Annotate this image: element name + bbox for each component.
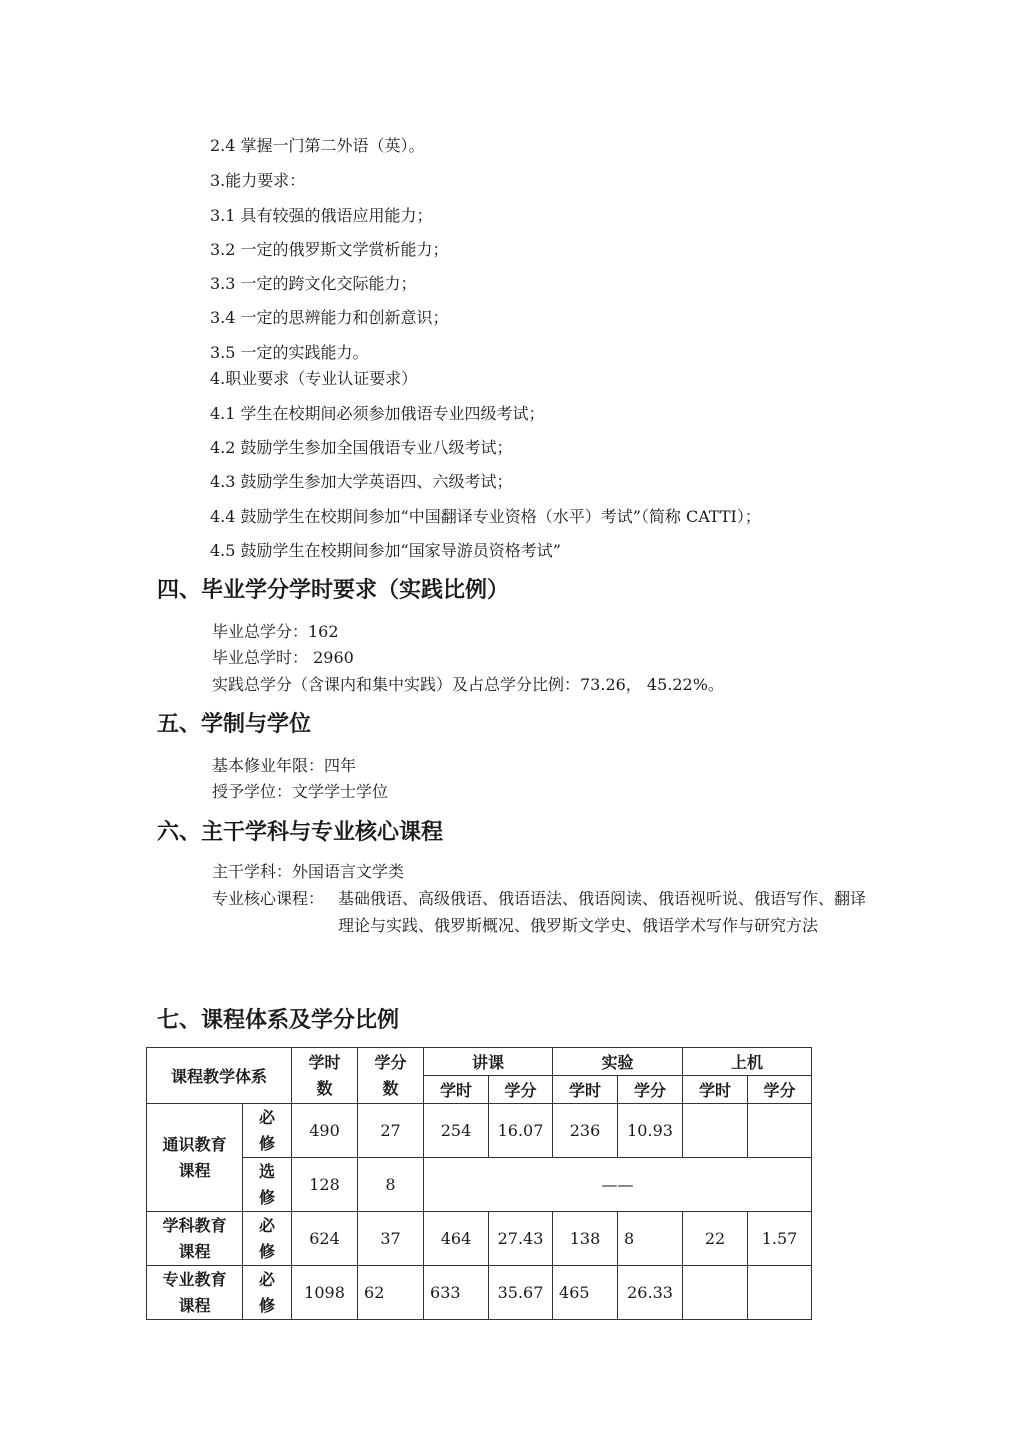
table-row bbox=[147, 1104, 812, 1158]
lab-credits-cell: 8 bbox=[618, 1212, 683, 1266]
lecture-credits-cell: 35.67 bbox=[489, 1266, 553, 1320]
table-header-row bbox=[147, 1048, 812, 1076]
section-heading: 六、主干学科与专业核心课程 bbox=[157, 820, 444, 845]
header-lecture: 讲课 bbox=[424, 1048, 553, 1076]
computer-hours-cell bbox=[683, 1266, 748, 1320]
main-subject-line: 主干学科：外国语言文学类 bbox=[212, 862, 405, 881]
table-row bbox=[147, 1212, 812, 1266]
header-system: 课程教学体系 bbox=[147, 1048, 292, 1104]
table-row bbox=[147, 1266, 812, 1320]
section-heading: 五、学制与学位 bbox=[157, 712, 312, 737]
list-item: 4.4 鼓励学生在校期间参加“中国翻译专业资格（水平）考试”（简称 CATTI）； bbox=[210, 507, 761, 526]
credits-cell: 37 bbox=[358, 1212, 424, 1266]
hours-cell: 490 bbox=[292, 1104, 358, 1158]
computer-credits-cell bbox=[748, 1266, 812, 1320]
paragraph-line: 毕业总学分：162 bbox=[212, 622, 339, 641]
hours-cell: 624 bbox=[292, 1212, 358, 1266]
credits-cell: 27 bbox=[358, 1104, 424, 1158]
list-item: 3.1 具有较强的俄语应用能力； bbox=[210, 206, 433, 225]
list-item: 4.1 学生在校期间必须参加俄语专业四级考试； bbox=[210, 404, 545, 423]
category-cell: 专业教育课程 bbox=[147, 1266, 243, 1320]
list-item: 3.3 一定的跨文化交际能力； bbox=[210, 274, 417, 293]
table-row bbox=[147, 1158, 812, 1212]
category-cell: 通识教育课程 bbox=[147, 1104, 243, 1212]
credits-cell: 62 bbox=[358, 1266, 424, 1320]
subheader-credits: 学分 bbox=[618, 1076, 683, 1104]
section-heading: 七、课程体系及学分比例 bbox=[157, 1008, 400, 1033]
subheader-hours: 学时 bbox=[424, 1076, 489, 1104]
lab-hours-cell: 138 bbox=[553, 1212, 618, 1266]
list-item: 4.5 鼓励学生在校期间参加“国家导游员资格考试” bbox=[210, 541, 561, 560]
lecture-credits-cell: 27.43 bbox=[489, 1212, 553, 1266]
subheader-hours: 学时 bbox=[683, 1076, 748, 1104]
credits-cell: 8 bbox=[358, 1158, 424, 1212]
list-item: 4.职业要求（专业认证要求） bbox=[210, 369, 418, 388]
lecture-hours-cell: 254 bbox=[424, 1104, 489, 1158]
paragraph-line: 基本修业年限：四年 bbox=[212, 756, 357, 775]
lecture-credits-cell: 16.07 bbox=[489, 1104, 553, 1158]
lab-hours-cell: 236 bbox=[553, 1104, 618, 1158]
header-hours: 学时数 bbox=[292, 1048, 358, 1104]
subheader-credits: 学分 bbox=[489, 1076, 553, 1104]
paragraph-line: 实践总学分（含课内和集中实践）及占总学分比例：73.26， 45.22%。 bbox=[212, 675, 724, 694]
header-computer: 上机 bbox=[683, 1048, 812, 1076]
list-item: 3.2 一定的俄罗斯文学赏析能力； bbox=[210, 240, 449, 259]
lab-credits-cell: 10.93 bbox=[618, 1104, 683, 1158]
lab-credits-cell: 26.33 bbox=[618, 1266, 683, 1320]
subheader-hours: 学时 bbox=[553, 1076, 618, 1104]
lecture-hours-cell: 464 bbox=[424, 1212, 489, 1266]
list-item: 3.4 一定的思辨能力和创新意识； bbox=[210, 308, 449, 327]
subheader-credits: 学分 bbox=[748, 1076, 812, 1104]
category-cell: 学科教育课程 bbox=[147, 1212, 243, 1266]
course-credit-table bbox=[146, 1047, 812, 1320]
lecture-hours-cell: 633 bbox=[424, 1266, 489, 1320]
section-heading: 四、毕业学分学时要求（实践比例） bbox=[157, 578, 510, 603]
list-item: 2.4 掌握一门第二外语（英）。 bbox=[210, 136, 425, 155]
computer-hours-cell: 22 bbox=[683, 1212, 748, 1266]
list-item: 4.3 鼓励学生参加大学英语四、六级考试； bbox=[210, 472, 513, 491]
computer-credits-cell: 1.57 bbox=[748, 1212, 812, 1266]
header-lab: 实验 bbox=[553, 1048, 683, 1076]
paragraph-line: 毕业总学时： 2960 bbox=[212, 648, 354, 667]
hours-cell: 128 bbox=[292, 1158, 358, 1212]
header-credits: 学分数 bbox=[358, 1048, 424, 1104]
computer-hours-cell bbox=[683, 1104, 748, 1158]
list-item: 3.5 一定的实践能力。 bbox=[210, 343, 369, 362]
type-cell: 选修 bbox=[243, 1158, 292, 1212]
type-cell: 必修 bbox=[243, 1266, 292, 1320]
paragraph-line: 授予学位：文学学士学位 bbox=[212, 782, 389, 801]
computer-credits-cell bbox=[748, 1104, 812, 1158]
type-cell: 必修 bbox=[243, 1104, 292, 1158]
list-item: 3.能力要求： bbox=[210, 171, 306, 190]
type-cell: 必修 bbox=[243, 1212, 292, 1266]
lab-hours-cell: 465 bbox=[553, 1266, 618, 1320]
hours-cell: 1098 bbox=[292, 1266, 358, 1320]
merged-dash-cell: —— bbox=[424, 1158, 812, 1212]
core-courses-text: 基础俄语、高级俄语、俄语语法、俄语阅读、俄语视听说、俄语写作、翻译理论与实践、俄罗斯概况、俄罗斯文学史、俄语学术写作与研究方法 bbox=[338, 889, 867, 935]
list-item: 4.2 鼓励学生参加全国俄语专业八级考试； bbox=[210, 438, 513, 457]
core-courses-label: 专业核心课程： bbox=[212, 889, 325, 908]
